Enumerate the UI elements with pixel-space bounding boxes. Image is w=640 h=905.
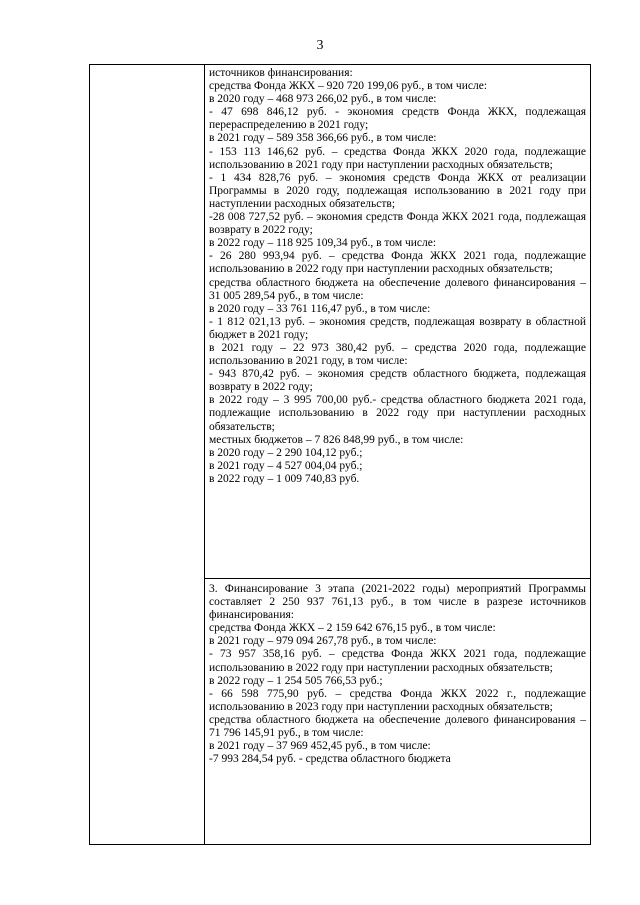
text-line: - 47 698 846,12 руб. - экономия средств Фонда ЖКХ, подлежащая перераспределению в 2021 году; bbox=[209, 106, 586, 132]
text-line: средства Фонда ЖКХ – 920 720 199,06 руб., в том числе: bbox=[209, 80, 488, 93]
row-divider bbox=[205, 578, 590, 579]
text-line: в 2022 году – 1 254 505 766,53 руб.; bbox=[209, 674, 383, 687]
table-left-column bbox=[89, 64, 205, 845]
text-line: средства Фонда ЖКХ – 2 159 642 676,15 руб., в том числе: bbox=[209, 622, 496, 635]
table-right-column bbox=[204, 64, 591, 845]
text-line: в 2022 году – 1 009 740,83 руб. bbox=[209, 472, 360, 485]
text-line: в 2021 году – 589 358 366,66 руб., в том числе: bbox=[209, 132, 437, 145]
text-line: -28 008 727,52 руб. – экономия средств Фонда ЖКХ 2021 года, подлежащая возврату в 2022 году; bbox=[209, 211, 586, 237]
text-line: в 2020 году – 468 973 266,02 руб., в том числе: bbox=[209, 93, 437, 106]
document-table bbox=[89, 64, 590, 844]
text-line: - 943 870,42 руб. – экономия средств областного бюджета, подлежащая возврату в 2022 году; bbox=[209, 368, 586, 394]
text-line: в 2021 году – 4 527 004,04 руб.; bbox=[209, 459, 363, 472]
stage-3-financing-cell bbox=[205, 583, 590, 766]
text-line: местных бюджетов – 7 826 848,99 руб., в том числе: bbox=[209, 433, 464, 446]
text-line: источников финансирования: bbox=[209, 67, 353, 79]
text-line: в 2022 году – 118 925 109,34 руб., в том числе: bbox=[209, 237, 437, 250]
text-line: в 2020 году – 33 761 116,47 руб., в том числе: bbox=[209, 302, 431, 315]
text-line: в 2021 году – 22 973 380,42 руб. – средства 2020 года, подлежащие использованию в 2021 году, в том числе: bbox=[209, 341, 586, 368]
text-line: в 2022 году – 3 995 700,00 руб.- средства областного бюджета 2021 года, подлежащие использованию в 2022 году при наступлении расходных обязательств; bbox=[209, 394, 586, 433]
text-line: -7 993 284,54 руб. - средства областного бюджета bbox=[209, 753, 451, 766]
text-line: в 2021 году – 37 969 452,45 руб., в том числе: bbox=[209, 740, 431, 753]
text-line: - 73 957 358,16 руб. – средства Фонда ЖКХ 2021 года, подлежащие использованию в 2022 году при наступлении расходных обязательств; bbox=[209, 648, 586, 674]
text-line: 3. Финансирование 3 этапа (2021-2022 годы) мероприятий Программы составляет 2 250 937 761,13 руб., в том числе в разрезе источников финансирования: bbox=[209, 583, 586, 622]
financing-sources-cell bbox=[205, 67, 590, 486]
text-line: в 2021 году – 979 094 267,78 руб., в том числе: bbox=[209, 635, 437, 648]
text-line: - 26 280 993,94 руб. – средства Фонда ЖКХ 2021 года, подлежащие использованию в 2022 году при наступлении расходных обязательств; bbox=[209, 250, 586, 276]
text-line: в 2020 году – 2 290 104,12 руб.; bbox=[209, 446, 363, 459]
text-line: - 66 598 775,90 руб. – средства Фонда ЖКХ 2022 г., подлежащие использованию в 2023 году при наступлении расходных обязательств; bbox=[209, 687, 586, 713]
text-line: средства областного бюджета на обеспечение долевого финансирования – 31 005 289,54 руб., в том числе: bbox=[209, 276, 586, 302]
text-line: - 1 434 828,76 руб. – экономия средств Фонда ЖКХ от реализации Программы в 2020 году, подлежащая использованию в 2021 году при наступлении расходных обязательств; bbox=[209, 171, 586, 210]
text-line: - 1 812 021,13 руб. – экономия средств, подлежащая возврату в областной бюджет в 2021 году; bbox=[209, 315, 586, 341]
text-line: средства областного бюджета на обеспечение долевого финансирования – 71 796 145,91 руб., в том числе: bbox=[209, 713, 586, 740]
text-line: - 153 113 146,62 руб. – средства Фонда ЖКХ 2020 года, подлежащие использованию в 2021 году при наступлении расходных обязательств; bbox=[209, 145, 586, 171]
page-number: 3 bbox=[316, 38, 324, 53]
